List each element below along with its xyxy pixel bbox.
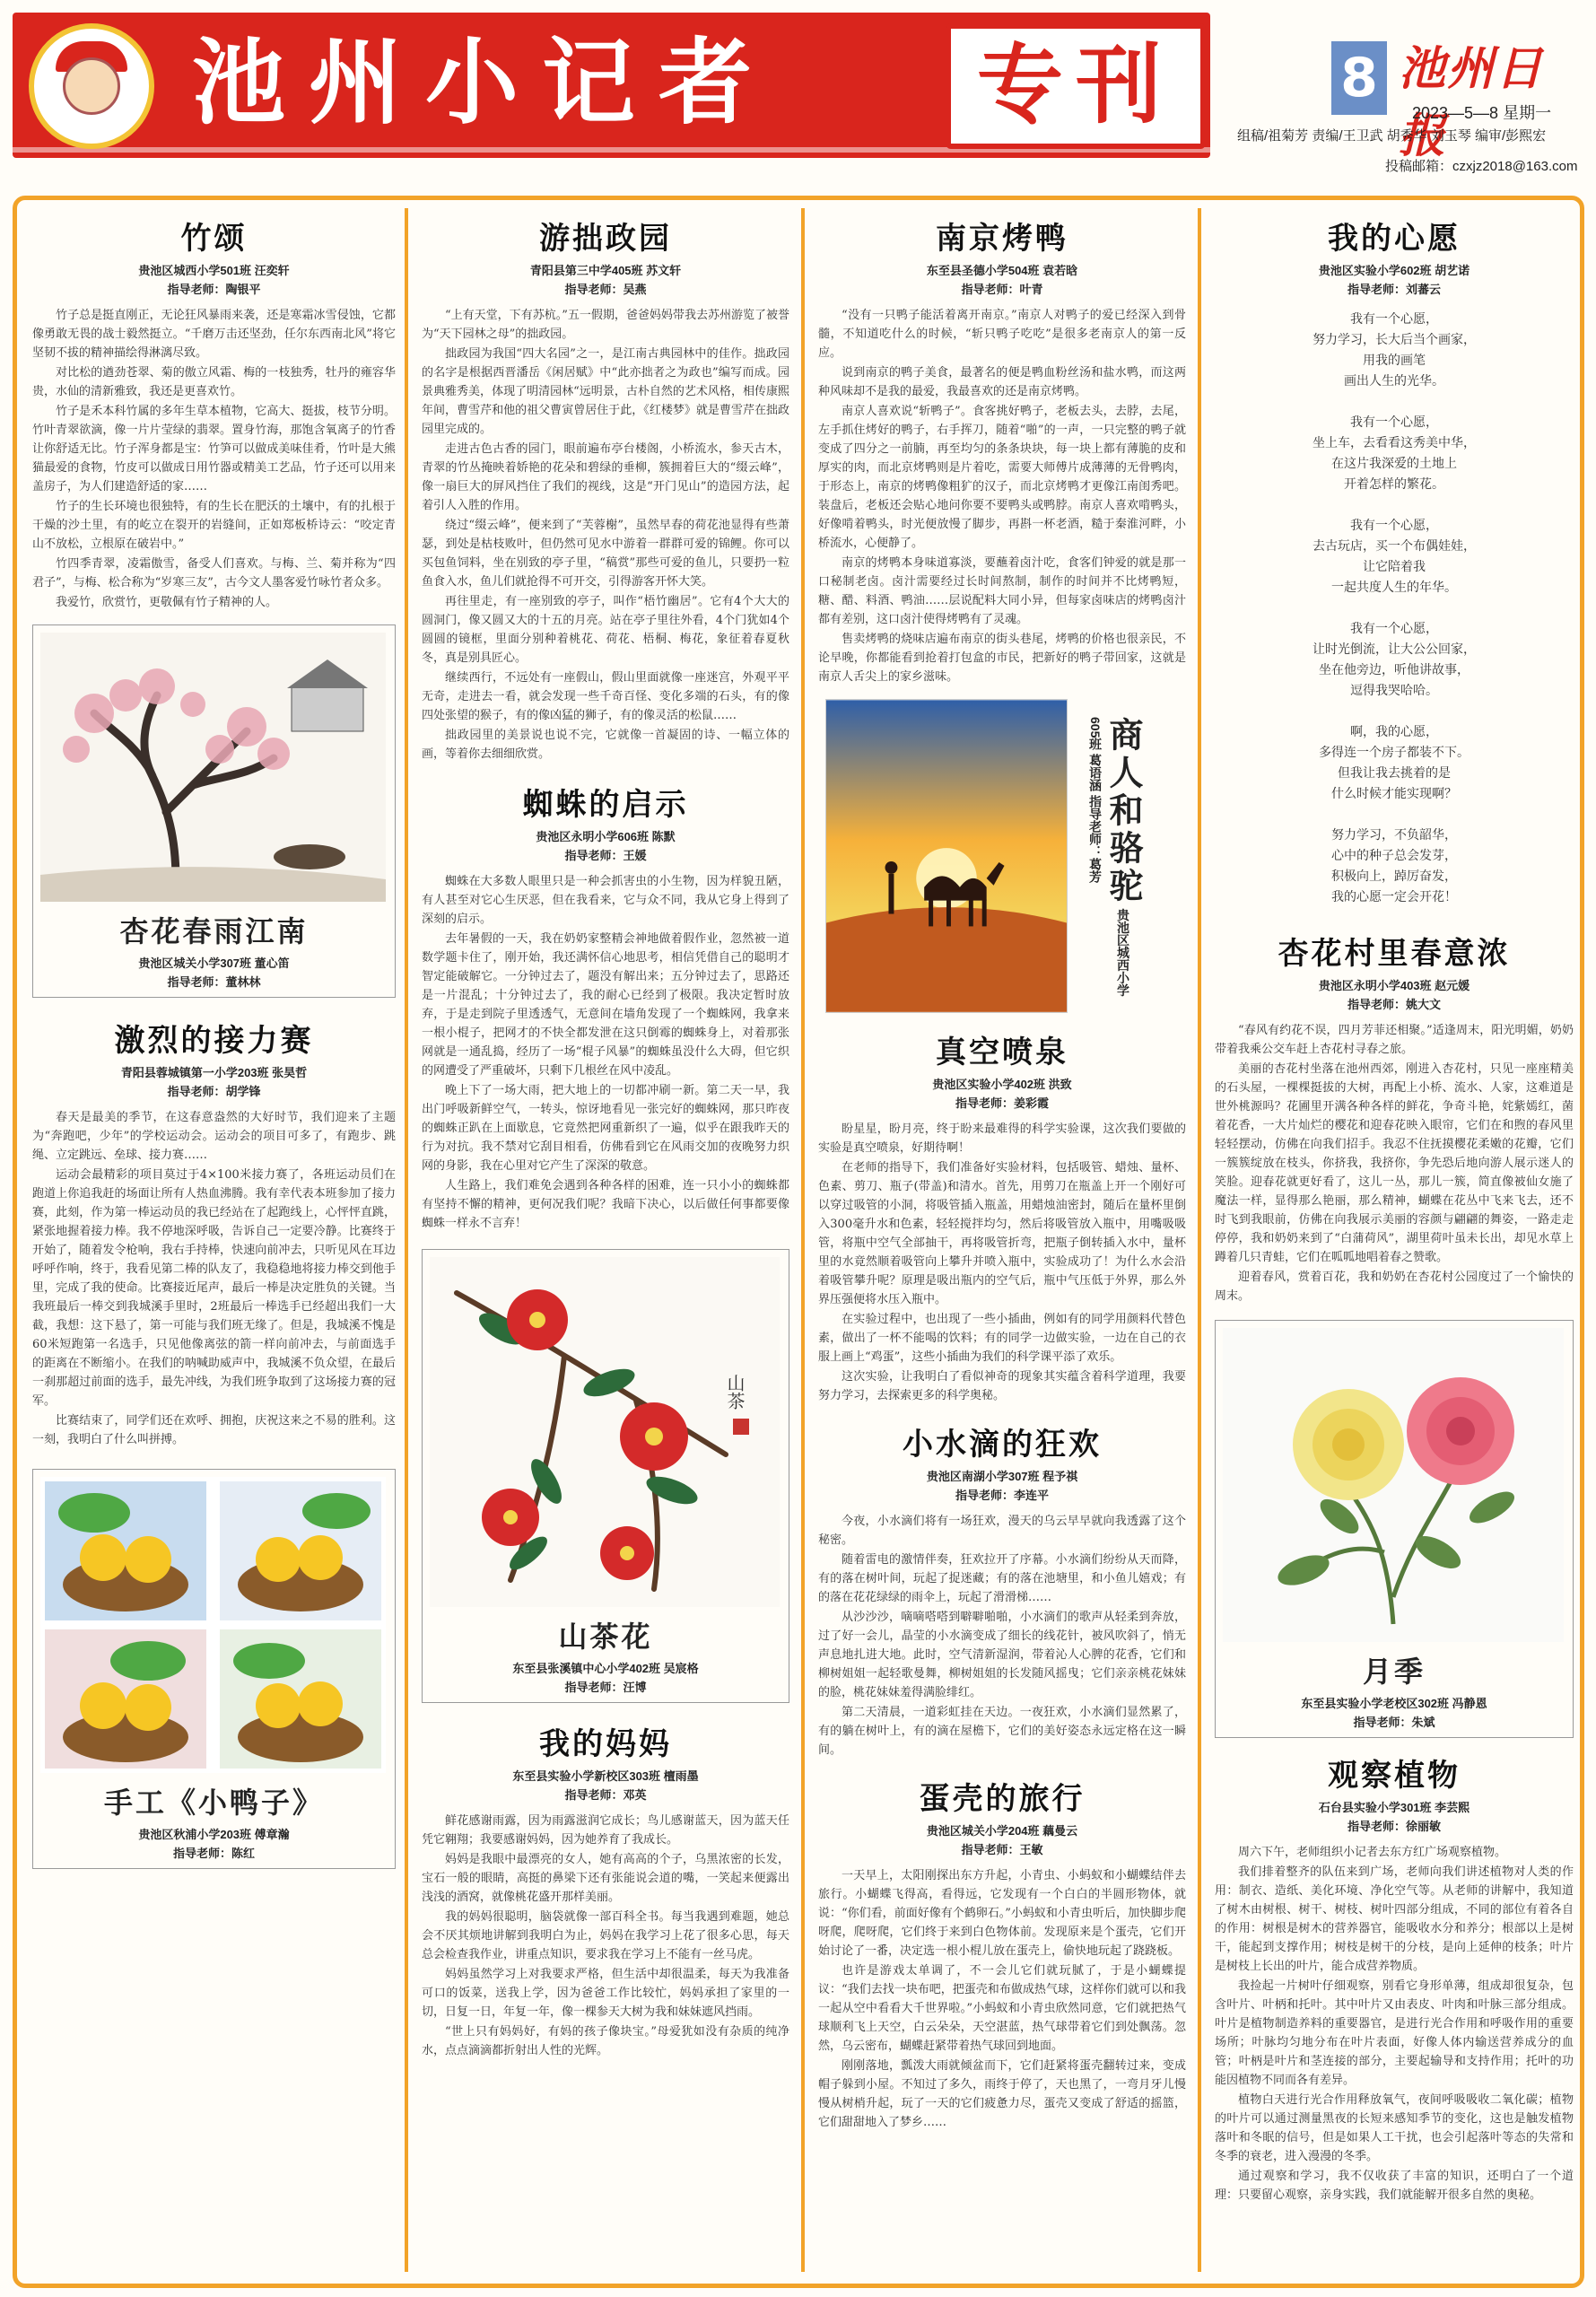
paragraph: 说到南京的鸭子美食，最著名的便是鸭血粉丝汤和盐水鸭，而这两种风味却不是我的最爱，我最喜欢的还是南京烤鸭。	[818, 366, 1186, 398]
publish-date: 2023—5—8 星期一	[1412, 104, 1552, 122]
artwork-title: 月季	[1362, 1655, 1426, 1689]
paragraph: 竹子总是挺直刚正，无论狂风暴雨来袭，还是寒霜冰雪侵蚀，它都像勇敢无畏的战士毅然挺立。“千磨万击还坚劲，任尔东西南北风”将它坚韧不拔的精神描绘得淋漓尽致。	[32, 309, 396, 360]
masthead	[13, 13, 1583, 174]
paragraph: 这次实验，让我明白了看似神奇的现象其实蕴含着科学道理，我要努力学习，去探索更多的科学奥秘。	[818, 1370, 1186, 1402]
submission-email: 投稿邮箱：czxjz2018@163.com	[1385, 159, 1578, 174]
paragraph: 南京的烤鸭本身味道寡淡，要蘸着卤汁吃，食客们钟爱的就是那一口秘制老卤。卤汁需要经过长时间熬制，制作的时间并不比烤鸭短，糖、醋、料酒、鸭油……层说配料大同小异，但每家卤味店的烤鸭卤汁都有差别，这口卤汁使得烤鸭有了灵魂。	[818, 556, 1186, 626]
artwork-byline: 贵池区城西小学605班 葛语涵	[1088, 717, 1130, 997]
paragraph: 第二天清晨，一道彩虹挂在天边。一夜狂欢，小水滴们显然累了，有的躺在树叶上，有的滴在屋檐下，它们的美好姿态永远定格在这一瞬间。	[818, 1706, 1186, 1757]
paragraph: 竹四季青翠，凌霜傲雪，备受人们喜欢。与梅、兰、菊并称为“四君子”，与梅、松合称为“岁寒三友”，古今文人墨客爱竹咏竹者众多。	[32, 557, 396, 590]
poem-line: 用我的画笔	[1363, 354, 1426, 368]
artwork-ducklings	[32, 1469, 396, 1869]
poem-line: 心中的种子总会发芽，	[1331, 849, 1457, 863]
paragraph: 对比松的遒劲苍翠、菊的傲立风霜、梅的一枝独秀，牡丹的雍容华贵，水仙的清新雅致，我还是更喜欢竹。	[32, 366, 396, 398]
stanza	[1215, 619, 1574, 702]
poem-line: 努力学习，不负韶华，	[1331, 828, 1457, 843]
poem-line: 我有一个心愿，	[1350, 312, 1438, 327]
newspaper-logo: 池州日报	[1399, 41, 1545, 163]
paragraph: 妈妈虽然学习上对我要求严格，但生活中却很温柔，每天为我准备可口的饭菜，送我上学，因为爸爸工作比较忙，妈妈承担了家里的一切，日复一日，年复一年，像一棵参天大树为我和妹妹遮风挡雨。	[422, 1968, 789, 2019]
article-my-mom	[422, 1719, 789, 2060]
special-badge: 专刊	[946, 23, 1206, 149]
article-title: 南京烤鸭	[936, 221, 1068, 257]
article-title: 我的心愿	[1328, 221, 1461, 257]
poem-line: 多得连一个房子都装不下。	[1319, 746, 1470, 760]
article-byline: 石台县实验小学301班 李芸熙	[1318, 1801, 1470, 1814]
paragraph: 迎着春风，赏着百花，我和奶奶在杏花村公园度过了一个愉快的周末。	[1215, 1271, 1574, 1303]
article-title: 蛋壳的旅行	[919, 1781, 1086, 1817]
artwork-caption	[1087, 717, 1143, 1013]
stanza	[1215, 825, 1574, 908]
apricot-tree-painting	[40, 633, 386, 902]
photo-3	[45, 1629, 206, 1769]
article-humble-garden	[422, 214, 789, 764]
article-byline: 东至县圣德小学504班 袁若晗	[926, 264, 1078, 277]
poem-line: 啊，我的心愿，	[1350, 725, 1438, 739]
stanza	[1215, 722, 1574, 805]
artwork-title: 山茶花	[558, 1620, 653, 1654]
column-2	[422, 208, 789, 2272]
stanza	[1215, 516, 1574, 598]
poem-line: 我有一个心愿，	[1350, 622, 1438, 636]
camellia-painting	[430, 1257, 780, 1607]
paragraph: 蜘蛛在大多数人眼里只是一种会抓害虫的小生物，因为样貌丑陋，有人甚至对它心生厌恶，但在我看来，它与众不同，我从它身上得到了深刻的启示。	[422, 875, 789, 926]
painting-seal: 山茶	[724, 1374, 746, 1410]
mascot-logo	[29, 23, 154, 149]
column-4	[1215, 208, 1574, 2272]
artwork-caption	[1223, 1649, 1565, 1730]
artwork-byline: 贵池区秋浦小学203班 傅章瀚	[138, 1828, 290, 1841]
artwork-teacher: 指导老师：朱斌	[1353, 1716, 1435, 1729]
article-teacher: 指导老师：胡学锋	[167, 1085, 261, 1098]
poem-line: 坐在他旁边，听他讲故事，	[1319, 663, 1470, 677]
title-banner	[13, 13, 1210, 158]
article-spider	[422, 780, 789, 1233]
photo-1	[45, 1481, 206, 1620]
merchant-camel-painting	[825, 699, 1068, 1013]
article-byline: 贵池区永明小学403班 赵元媛	[1318, 979, 1470, 992]
article-teacher: 指导老师：叶青	[961, 283, 1043, 296]
poem-line: 去古玩店，买一个布偶娃娃，	[1313, 539, 1476, 554]
article-byline: 贵池区南湖小学307班 程予祺	[926, 1470, 1078, 1483]
article-byline: 贵池区城西小学501班 汪奕轩	[138, 264, 290, 277]
paragraph: 人生路上，我们难免会遇到各种各样的困难，连一只小小的蜘蛛都有坚持不懈的精神，更何况我们呢？我暗下决心，以后做任何事都要像蜘蛛一样永不言弃！	[422, 1179, 789, 1230]
paragraph: 南京人喜欢说“斩鸭子”。食客挑好鸭子，老板去头，去脖，去尾，左手抓住烤好的鸭子，右手挥刀，随着“啪”的一声，一只完整的鸭子就变成了四分之一前腩，再至均匀的条条块块，每一块上都有薄脆的皮和厚实的肉，而北京烤鸭则是片着吃，需要大师傅片成薄薄的无骨鸭肉，于形态上，南京的烤鸭像粗犷的汉子，而北京烤鸭才更像江南闺秀吧。装盘后，老板还会贴心地问你要不要鸭头或鸭脖。南京人喜欢啃鸭头，好像啃着鸭头，时光便放慢了脚步，再斟一杯老酒，糙于秦淮河畔，小桥流水，心便静了。	[818, 405, 1186, 550]
paragraph: 去年暑假的一天，我在奶奶家整精会神地做着假作业，忽然被一道数学题卡住了，刚开始，我还满怀信心地思考，相信凭借自己的聪明才智定能破解它。一分钟过去了，题没有解出来；五分钟过去了，思路还是一片混乱；十分钟过去了，我的耐心已经到了极限。我决定暂时放弃，于是走到院子里透透气，无意间在墙角发现了一个蜘蛛网，我拿来一根小棍子，把网才的不快全都发泄在这只倒霉的蜘蛛身上，对着那张网就是一通乱捣，经历了一场“棍子风暴”的蜘蛛虽没什么大碍，但它织的网遭受了严重破坏，只剩下几根丝在风中凌乱。	[422, 932, 789, 1078]
column-divider	[1198, 208, 1201, 2272]
poem-line: 努力学习，长大后当个画家，	[1313, 333, 1476, 347]
paragraph: 鲜花感谢雨露，因为雨露滋润它成长；鸟儿感谢蓝天，因为蓝天任凭它翱翔；我要感谢妈妈，因为她养育了我成长。	[422, 1814, 789, 1847]
paragraph: 在老师的指导下，我们准备好实验材料，包括吸管、蜡烛、量杯、色素、剪刀、瓶子(带盖)和清水。首先，用剪刀在瓶盖上开一个刚好可以穿过吸管的小洞，将吸管插入瓶盖，用蜡烛油密封，随后在量杯里倒入300毫升水和色素，轻轻搅拌均匀，然后将吸管放入瓶中，用嘴吸吸管，将瓶中空气全部抽干，再将吸管折弯，把瓶子倒转插入水中，量杯里的水竟然顺着吸管向上攀升并喷入瓶中，实验成功了！为什么水会沿着吸管攀升呢？原理是吸出瓶内的空气后，瓶中气压低于外界，那么外界压强便将水压入瓶中。	[818, 1161, 1186, 1306]
artwork-caption	[40, 909, 388, 990]
paragraph: 美丽的杏花村坐落在池州西郊，刚进入杏花村，只见一座座精美的石头屋，一棵棵挺拔的大树，再配上小桥、流水、人家，这难道是世外桃源吗？花圃里开满各种各样的鲜花，争奇斗艳，姹紫嫣红，菌着花香，一大片灿烂的樱花和迎春花映入眼帘，它们在和煦的春风里轻轻摆动，仿佛在向我们招手。我忍不住抚摸樱花柔嫩的花瓣，它们一簇簇绽放在枝头，你挤我，我挤你，争先恐后地向游人展示迷人的笑脸。迎春花就更好看了，这儿一丛，那儿一簇，简直像被仙女施了魔法一样，显得那么艳丽，那么精神，蝴蝶在花丛中飞来飞去，还不时飞到我眼前，仿佛在向我展示美丽的容颜与翩翩的舞姿，一路走走停停，我和奶奶来到了“白蒲荷风”，湖里荷叶虽未长出，却见水草上蹲着几只青蛙，它们在呱呱地唱着春之赞歌。	[1215, 1062, 1574, 1264]
poem-line: 我有一个心愿，	[1350, 415, 1438, 430]
artwork-title: 手工《小鸭子》	[103, 1786, 324, 1820]
artwork-title: 商人和骆驼	[1103, 717, 1144, 905]
poem-line: 让时光倒流，让大公公回家，	[1313, 642, 1476, 657]
paragraph: 植物白天进行光合作用释放氧气，夜间呼吸吸收二氧化碳；植物的叶片可以通过测量黑夜的长短来感知季节的变化，这也是触发植物落叶和冬眠的信号，但是如果人工干扰，也会引起落叶等态的失常和冬季的衰老，进入漫漫的冬季。	[1215, 2093, 1574, 2163]
poem-line: 坐上车，去看看这秀美中华，	[1313, 436, 1476, 450]
poem-line: 画出人生的光华。	[1344, 374, 1444, 389]
column-3	[818, 208, 1186, 2272]
artwork-teacher: 指导老师：陈红	[172, 1847, 255, 1860]
editor-credits: 组稿/祖菊芳 责编/王卫武 胡秀华 刘玉琴 编审/彭熙宏	[1237, 128, 1547, 144]
article-title: 观察植物	[1328, 1758, 1461, 1794]
poem-line: 开着怎样的繁花。	[1344, 477, 1444, 492]
article-title: 竹颂	[180, 221, 248, 257]
artwork-chinese-rose	[1215, 1320, 1574, 1738]
artwork-apricot-rain	[32, 624, 396, 998]
article-vacuum-fountain	[818, 1027, 1186, 1405]
article-teacher: 指导老师：李连平	[955, 1489, 1049, 1502]
article-teacher: 指导老师：邓英	[564, 1788, 647, 1802]
paragraph: 竹子是禾本科竹属的多年生草本植物，它高大、挺拔，枝节分明。竹叶青翠欲滴，像一片片莹绿的翡翠。置身竹海，那饱含氧离子的竹香让你舒适无比。竹子浑身都是宝：竹笋可以做成美味佳肴，竹叶是大熊猫最爱的食物，竹皮可以做成日用竹器或精美工艺品，竹子还可以用来盖房子，为人们建造舒适的家……	[32, 405, 396, 493]
article-teacher: 指导老师：王敏	[961, 1843, 1043, 1856]
photo-4	[220, 1629, 381, 1769]
article-eggshell-trip	[818, 1774, 1186, 2132]
photo-2	[220, 1481, 381, 1620]
poem-line: 积极向上，踔厉奋发，	[1331, 869, 1457, 884]
paragraph: 拙政园为我国“四大名园”之一，是江南古典园林中的佳作。拙政园的名字是根据西晋潘岳《闲居赋》中“此亦拙者之为政也”编写而成。园景典雅秀美，体现了明清园林“远明景，古朴自然的艺术风格，相传康熙年间，曹雪芹和他的祖父曹寅曾居住于此，《红楼梦》就是曹雪芹在拙政园里完成的。	[422, 347, 789, 436]
article-relay-race	[32, 1016, 396, 1449]
artwork-byline: 东至县张溪镇中心小学402班 吴宸格	[512, 1662, 699, 1675]
poem-line: 什么时候才能实现啊？	[1331, 787, 1457, 801]
paragraph: 春天是最美的季节，在这春意盎然的大好时节，我们迎来了主题为“奔跑吧，少年”的学校运动会。运动会的项目可多了，有跑步、跳绳、立定跳远、垒球、接力赛……	[32, 1111, 396, 1162]
artwork-merchant-camel	[818, 699, 1186, 1022]
article-title: 蜘蛛的启示	[522, 787, 689, 823]
paragraph: 刚刚落地，瓢泼大雨就倾盆而下，它们赶紧将蛋壳翻转过来，变成帽子躲到小屋。不知过了多久，雨终于停了，天也黑了，一弯月牙儿慢慢从树梢升起，玩了一天的它们疲惫力尽，蛋壳又变成了舒适的摇篮，它们甜甜地入了梦乡……	[818, 2059, 1186, 2129]
article-apricot-village	[1215, 929, 1574, 1306]
paragraph: 妈妈是我眼中最漂亮的女人，她有高高的个子，乌黑浓密的长发，宝石一般的眼睛，高挺的鼻梁下还有张能说会道的嘴，一笑起来便露出浅浅的酒窝，就像桃花盛开那样美丽。	[422, 1853, 789, 1904]
paragraph: 周六下午，老师组织小记者去东方红广场观察植物。	[1238, 1846, 1507, 1859]
poem-line: 我有一个心愿，	[1350, 519, 1438, 533]
paragraph: 再往里走，有一座别致的亭子，叫作“梧竹幽居”。它有4个大大的圆洞门，像又圆又大的十五的月亮。站在亭子里往外看，4个门犹如4个圆圆的镜框，里面分别种着桃花、荷花、梧桐、梅花，象征着春夏秋冬，真是别具匠心。	[422, 595, 789, 665]
paragraph: 一天早上，太阳刚探出东方升起，小青虫、小蚂蚁和小蝴蝶结伴去旅行。小蝴蝶飞得高，看得远，它发现有一个白白的半圆形物体，就说：“你们看，前面好像有个鹤卵石。”小蚂蚁和小青虫听后，加快脚步爬呀爬，爬呀爬，它们终于来到白色物体前。发现原来是个蛋壳，它们开始讨论了一番，决定选一根小棍儿放在蛋壳上，偷快地玩起了跷跷板。	[818, 1869, 1186, 1958]
paragraph: 也许是游戏太单调了，不一会儿它们就玩腻了，于是小蝴蝶提议：“我们去找一块布吧，把蛋壳和布做成热气球，这样你们就可以和我一起从空中看看大千世界啦。”小蚂蚁和小青虫欣然同意，它们就把热气球顺利飞上天空，白云朵朵，天空湛蓝，热气球带着它们到处飘荡。忽然，乌云密布，蝴蝶赶紧带着热气球回到地面。	[818, 1964, 1186, 2053]
page-number: 8	[1331, 41, 1387, 115]
mascot-face	[63, 57, 120, 115]
duckling-craft-photos	[40, 1477, 386, 1773]
column-divider	[801, 208, 805, 2272]
paragraph: 我的妈妈很聪明，脑袋就像一部百科全书。每当我遇到难题，她总会不厌其烦地讲解到我明白为止，妈妈在我学习上花了很多心思，每天总会检查我作业，讲重点知识，要求我在学习上不能有一丝马虎。	[422, 1910, 789, 1961]
poem-line: 在这片我深爱的土地上	[1331, 457, 1457, 471]
artwork-caption	[430, 1614, 781, 1695]
poem-line: 我的心愿一定会开花！	[1331, 890, 1457, 904]
paragraph: 比赛结束了，同学们还在欢呼、拥抱，庆祝这来之不易的胜利。这一刻，我明白了什么叫拼搏。	[32, 1414, 396, 1446]
paragraph: 绕过“缀云峰”，便来到了“芙蓉榭”，虽然早春的荷花池显得有些萧瑟，到处是枯枝败叶，但仍然可见水中游着一群群可爱的锦鲤。你可以买包鱼饲料，坐在别致的亭子里，“稿赏”那些可爱的鱼儿，只要扔一粒鱼食入水，鱼儿们就抢得不可开交，引得游客开怀大笑。	[422, 519, 789, 589]
article-byline: 贵池区实验小学402班 洪致	[932, 1078, 1072, 1091]
paragraph: 我们排着整齐的队伍来到广场，老师向我们讲述植物对人类的作用：制衣、造纸、美化环境、净化空气等。从老师的讲解中，我知道了树木由树根、树干、树枝、树叶四部分组成，不同的部位有着各自的作用：树根是树木的营养器官，能吸收水分和养分；根部以上是树干，能起到支撑作用；树枝是树干的分枝，是向上延伸的枝条；叶片是树枝上长出的叶片，能合成营养物质。	[1215, 1865, 1574, 1973]
article-title: 游拙政园	[539, 221, 672, 257]
artwork-title: 杏花春雨江南	[119, 914, 309, 948]
paragraph: 在实验过程中，也出现了一些小插曲，例如有的同学用颜料代替色素，做出了一杯不能喝的饮料；有的同学一边做实验，一边在自己的衣服上画上“鸡蛋”，这些小插曲为我们的科学课平添了欢乐。	[818, 1313, 1186, 1364]
paragraph: “上有天堂，下有苏杭。”五一假期，爸爸妈妈带我去苏州游览了被誉为“天下园林之母”的拙政园。	[422, 309, 789, 341]
poem-line: 但我让我去挑着的是	[1338, 766, 1451, 781]
paragraph: 今夜，小水滴们将有一场狂欢，漫天的乌云早早就向我透露了这个秘密。	[818, 1515, 1186, 1547]
article-my-wish	[1215, 214, 1574, 908]
artwork-teacher: 指导老师：董林林	[167, 975, 261, 989]
paragraph: 继续西行，不远处有一座假山，假山里面就像一座迷宫，外观平平无奇，走进去一看，就会发现一些千奇百怪、变化多端的石头，有的像四处张望的猴子，有的像凶猛的狮子，有的像灵活的松鼠……	[422, 671, 789, 722]
paragraph: 我爱竹，欣赏竹，更敬佩有竹子精神的人。	[56, 596, 278, 609]
artwork-byline: 贵池区城关小学307班 董心笛	[138, 956, 290, 970]
artwork-camellia	[422, 1249, 789, 1703]
paragraph: 走进古色古香的园门，眼前遍布亭台楼阁，小桥流水，参天古木，青翠的竹丛掩映着娇艳的花朵和碧绿的垂柳，簇拥着巨大的“缀云峰”，像一扇巨大的屏风挡住了我们的视线，这是“开门见山”的造园方法，起着引人入胜的作用。	[422, 442, 789, 512]
article-teacher: 指导老师：姚大文	[1347, 998, 1441, 1011]
paragraph: 拙政园里的美景说也说不完，它就像一首凝固的诗、一幅立体的画，等着你去细细欣赏。	[422, 729, 789, 761]
article-observe-plants	[1215, 1751, 1574, 2205]
rose-painting	[1223, 1328, 1564, 1642]
paragraph: 从沙沙沙，嘀嘀嗒嗒到噼噼啪啪，小水滴们的歌声从轻柔到奔放，过了好一会儿，晶莹的小水滴变成了细长的线花针，被风吹斜了，悄无声息地扎进大地。此时，空气清新湿润，带着沁人心脾的花香，它们和柳树姐姐一起轻歌曼舞，柳树姐姐的长发随风摇曳；它们亲亲桃花妹妹的脸，桃花妹妹羞得满脸绯红。	[818, 1611, 1186, 1699]
poem-line: 让它陪着我	[1363, 560, 1426, 574]
article-title: 小水滴的狂欢	[903, 1427, 1102, 1463]
article-title: 我的妈妈	[539, 1726, 672, 1762]
page-title: 池州小记者	[192, 27, 776, 137]
article-bamboo	[32, 214, 396, 612]
paragraph: 随着雷电的激情伴奏，狂欢拉开了序幕。小水滴们纷纷从天而降，有的落在树叶间，玩起了捉迷藏；有的落在池塘里，和小鱼儿嬉戏；有的落在花花绿绿的雨伞上，玩起了滑滑梯……	[818, 1553, 1186, 1604]
poem-line: 一起共度人生的年华。	[1331, 581, 1457, 595]
paragraph: 盼星星，盼月亮，终于盼来最难得的科学实验课，这次我们要做的实验是真空喷泉，好期待啊！	[818, 1122, 1186, 1155]
paragraph: 我捡起一片树叶仔细观察，别看它身形单薄，组成却很复杂，包含叶片、叶柄和托叶。其中叶片又由表皮、叶肉和叶脉三部分组成。叶片是植物制造养料的重要器官，是进行光合作用和呼吸作用的重要场所；叶脉均匀地分布在叶片表面，好像人体内输送营养成分的血管；叶柄是叶片和茎连接的部分，主要起输导和支持作用；托叶的功能因植物不同而各有差异。	[1215, 1979, 1574, 2087]
artwork-teacher: 指导老师：葛芳	[1088, 795, 1103, 884]
article-byline: 青阳县蓉城镇第一小学203班 张昊哲	[120, 1066, 308, 1079]
article-water-drops	[818, 1419, 1186, 1760]
stanza	[1215, 413, 1574, 495]
paragraph: 运动会最精彩的项目莫过于4×100米接力赛了，各班运动员们在跑道上你追我赶的场面让所有人热血沸腾。我有幸代表本班参加了接力赛，此刻，作为第一棒运动员的我已经站在了起跑线上，心怦怦直跳，紧张地握着接力棒。我不停地深呼吸，告诉自己一定要冷静。比赛终于开始了，随着发令枪响，我右手持棒，快速向前冲去，只听见风在耳边呼呼作响，终于，我看见第二棒的队友了，我稳稳地将接力棒交到他手里，完成了我的使命。比赛接近尾声，最后一棒是决定胜负的关键。当我班最后一棒交到我城溪手里时，2班最后一棒选手已经超出我们一大截，我想：这下悬了，第一可能与我们班无缘了。但是，我城溪不愧是60米短跑第一名选手，只见他像离弦的箭一样向前冲去，与前面选手的距离在不断缩小。在我们的呐喊助威声中，我城溪不负众望，在最后一刹那超过前面的选手，最先冲线，为我们班争取到了这场接力赛的冠军。	[32, 1168, 396, 1408]
paragraph: “春风有约花不误，四月芳菲还相聚。”适逢周末，阳光明媚，奶奶带着我乘公交车赶上杏花村寻春之旅。	[1215, 1024, 1574, 1056]
poem	[1215, 310, 1574, 908]
paragraph: 售卖烤鸭的烧味店遍布南京的街头巷尾，烤鸭的价格也很亲民，不论早晚，你都能看到抢着打包盒的市民，把新好的鸭子带回家，这就是南京人舌尖上的家乡滋味。	[818, 633, 1186, 684]
article-roast-duck	[818, 214, 1186, 686]
column-1	[32, 208, 396, 2272]
article-title: 激烈的接力赛	[114, 1023, 314, 1059]
article-title: 杏花村里春意浓	[1278, 936, 1511, 972]
article-teacher: 指导老师：姜彩霞	[955, 1096, 1049, 1110]
artwork-byline: 东至县实验小学老校区302班 冯静恩	[1301, 1697, 1487, 1710]
article-teacher: 指导老师：王媛	[564, 849, 647, 862]
artwork-caption	[40, 1780, 388, 1861]
paragraph: 通过观察和学习，我不仅收获了丰富的知识，还明白了一个道理：只要留心观察，亲身实践，我们就能解开很多自然的奥秘。	[1215, 2170, 1574, 2202]
article-byline: 贵池区城关小学204班 藕曼云	[926, 1824, 1078, 1838]
paragraph: 晚上下了一场大雨，把大地上的一切都冲刷一新。第二天一早，我出门呼吸新鲜空气，一转头，惊讶地看见一张完好的蜘蛛网，那只昨夜的蜘蛛正趴在上面歇息，它竟然把网重新织了一遍，似乎在跟我昨天的行为对抗。我不禁对它刮目相看，仿佛看到它在风雨交加的夜晚努力织网的身影，我在心里对它产生了深深的敬意。	[422, 1084, 789, 1173]
article-title: 真空喷泉	[936, 1035, 1068, 1070]
paragraph: 竹子的生长环境也很独特，有的生长在肥沃的土壤中，有的扎根于干燥的沙土里，有的屹立在裂开的岩缝间，正如郑板桥诗云：“咬定青山不放松，立根原在破岩中。”	[32, 500, 396, 551]
article-teacher: 指导老师：徐丽敏	[1347, 1820, 1441, 1833]
article-byline: 青阳县第三中学405班 苏文轩	[529, 264, 682, 277]
article-byline: 贵池区实验小学602班 胡艺诺	[1318, 264, 1470, 277]
poem-line: 逗得我哭哈哈。	[1350, 684, 1438, 698]
article-teacher: 指导老师：陶银平	[167, 283, 261, 296]
article-teacher: 指导老师：吴燕	[564, 283, 647, 296]
column-divider	[405, 208, 408, 2272]
article-byline: 东至县实验小学新校区303班 檀雨墨	[512, 1769, 699, 1783]
paragraph: “世上只有妈妈好，有妈的孩子像块宝。”母爱犹如没有杂质的纯净水，点点滴滴都折射出人性的光辉。	[422, 2025, 789, 2057]
artwork-teacher: 指导老师：汪博	[564, 1681, 647, 1694]
article-byline: 贵池区永明小学606班 陈默	[536, 830, 676, 843]
paragraph: “没有一只鸭子能活着离开南京。”南京人对鸭子的爱已经深入到骨髓，不知道吃什么的时候，“斩只鸭子吃吃”是很多老南京人的第一反应。	[818, 309, 1186, 360]
article-teacher: 指导老师：刘蕃云	[1347, 283, 1441, 296]
stanza	[1215, 310, 1574, 392]
